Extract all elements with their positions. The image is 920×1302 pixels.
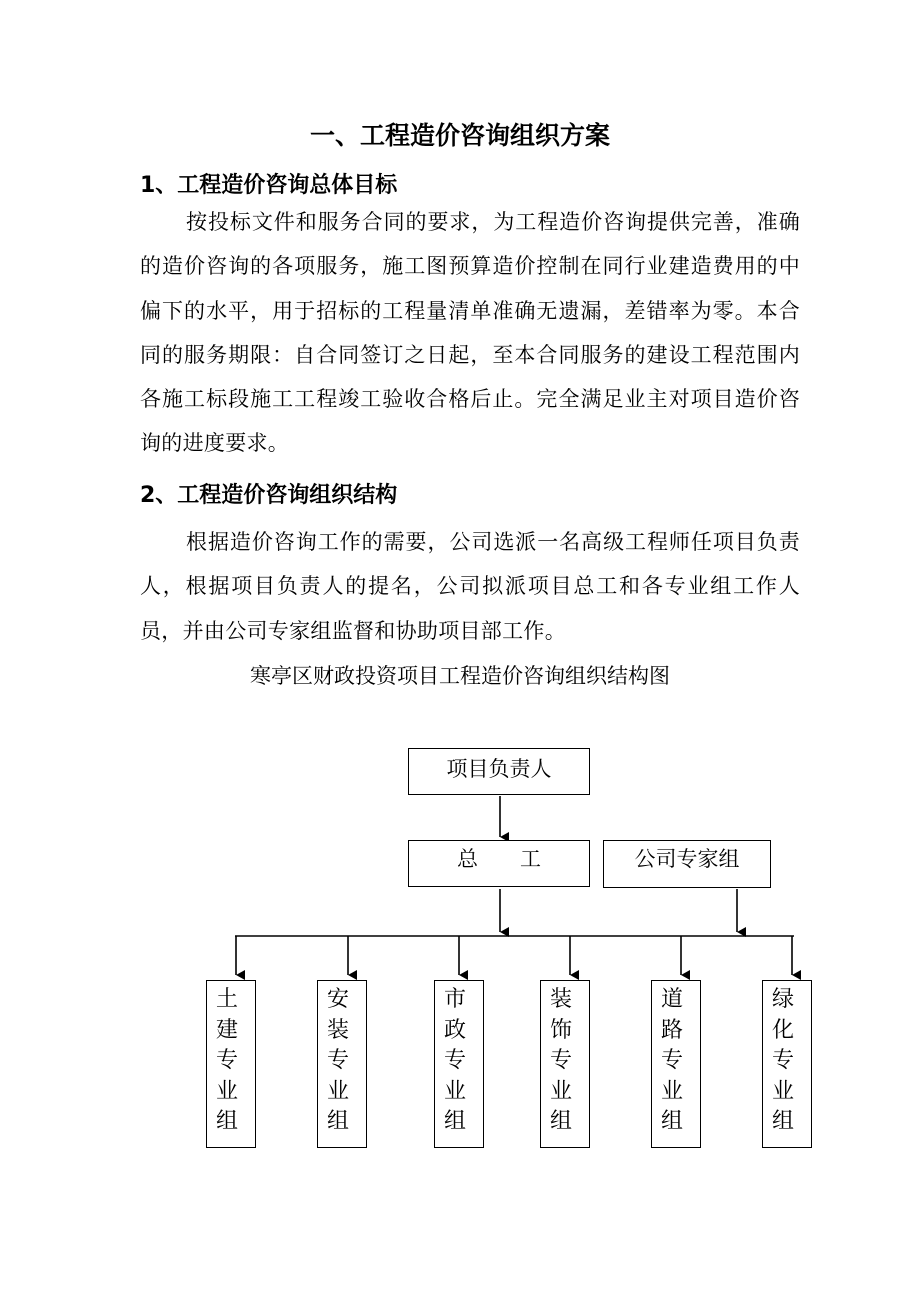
chief-engineer-box: 总 工 (408, 840, 590, 887)
landscaping-group-box: 绿化专业组 (762, 980, 812, 1148)
section2-heading: 2、工程造价咨询组织结构 (140, 483, 398, 508)
municipal-group-box: 市政专业组 (434, 980, 484, 1148)
civil-group-box: 土建专业组 (206, 980, 256, 1148)
section1-heading: 1、工程造价咨询总体目标 (140, 173, 398, 198)
road-group-box: 道路专业组 (651, 980, 701, 1148)
decoration-group-box: 装饰专业组 (540, 980, 590, 1148)
installation-group-box: 安装专业组 (317, 980, 367, 1148)
project-leader-box: 项目负责人 (408, 748, 590, 795)
document-title: 一、工程造价咨询组织方案 (309, 121, 610, 150)
section2-paragraph: 根据造价咨询工作的需要，公司选派一名高级工程师任项目负责人，根据项目负责人的提名，公司拟派项目总工和各专业组工作人员，并由公司专家组监督和协助项目部工作。 (140, 530, 800, 643)
expert-group-box: 公司专家组 (603, 840, 771, 888)
section1-paragraph: 按投标文件和服务合同的要求，为工程造价咨询提供完善，准确的造价咨询的各项服务，施工图预算造价控制在同行业建造费用的中偏下的水平，用于招标的工程量清单准确无遗漏，差错率为零。本合同的服务期限：自合同签订之日起，至本合同服务的建设工程范围内各施工标段施工工程竣工验收合格后止。完全满足业主对项目造价咨询的进度要求。 (140, 210, 800, 456)
org-chart-caption: 寒亭区财政投资项目工程造价咨询组织结构图 (250, 664, 670, 688)
